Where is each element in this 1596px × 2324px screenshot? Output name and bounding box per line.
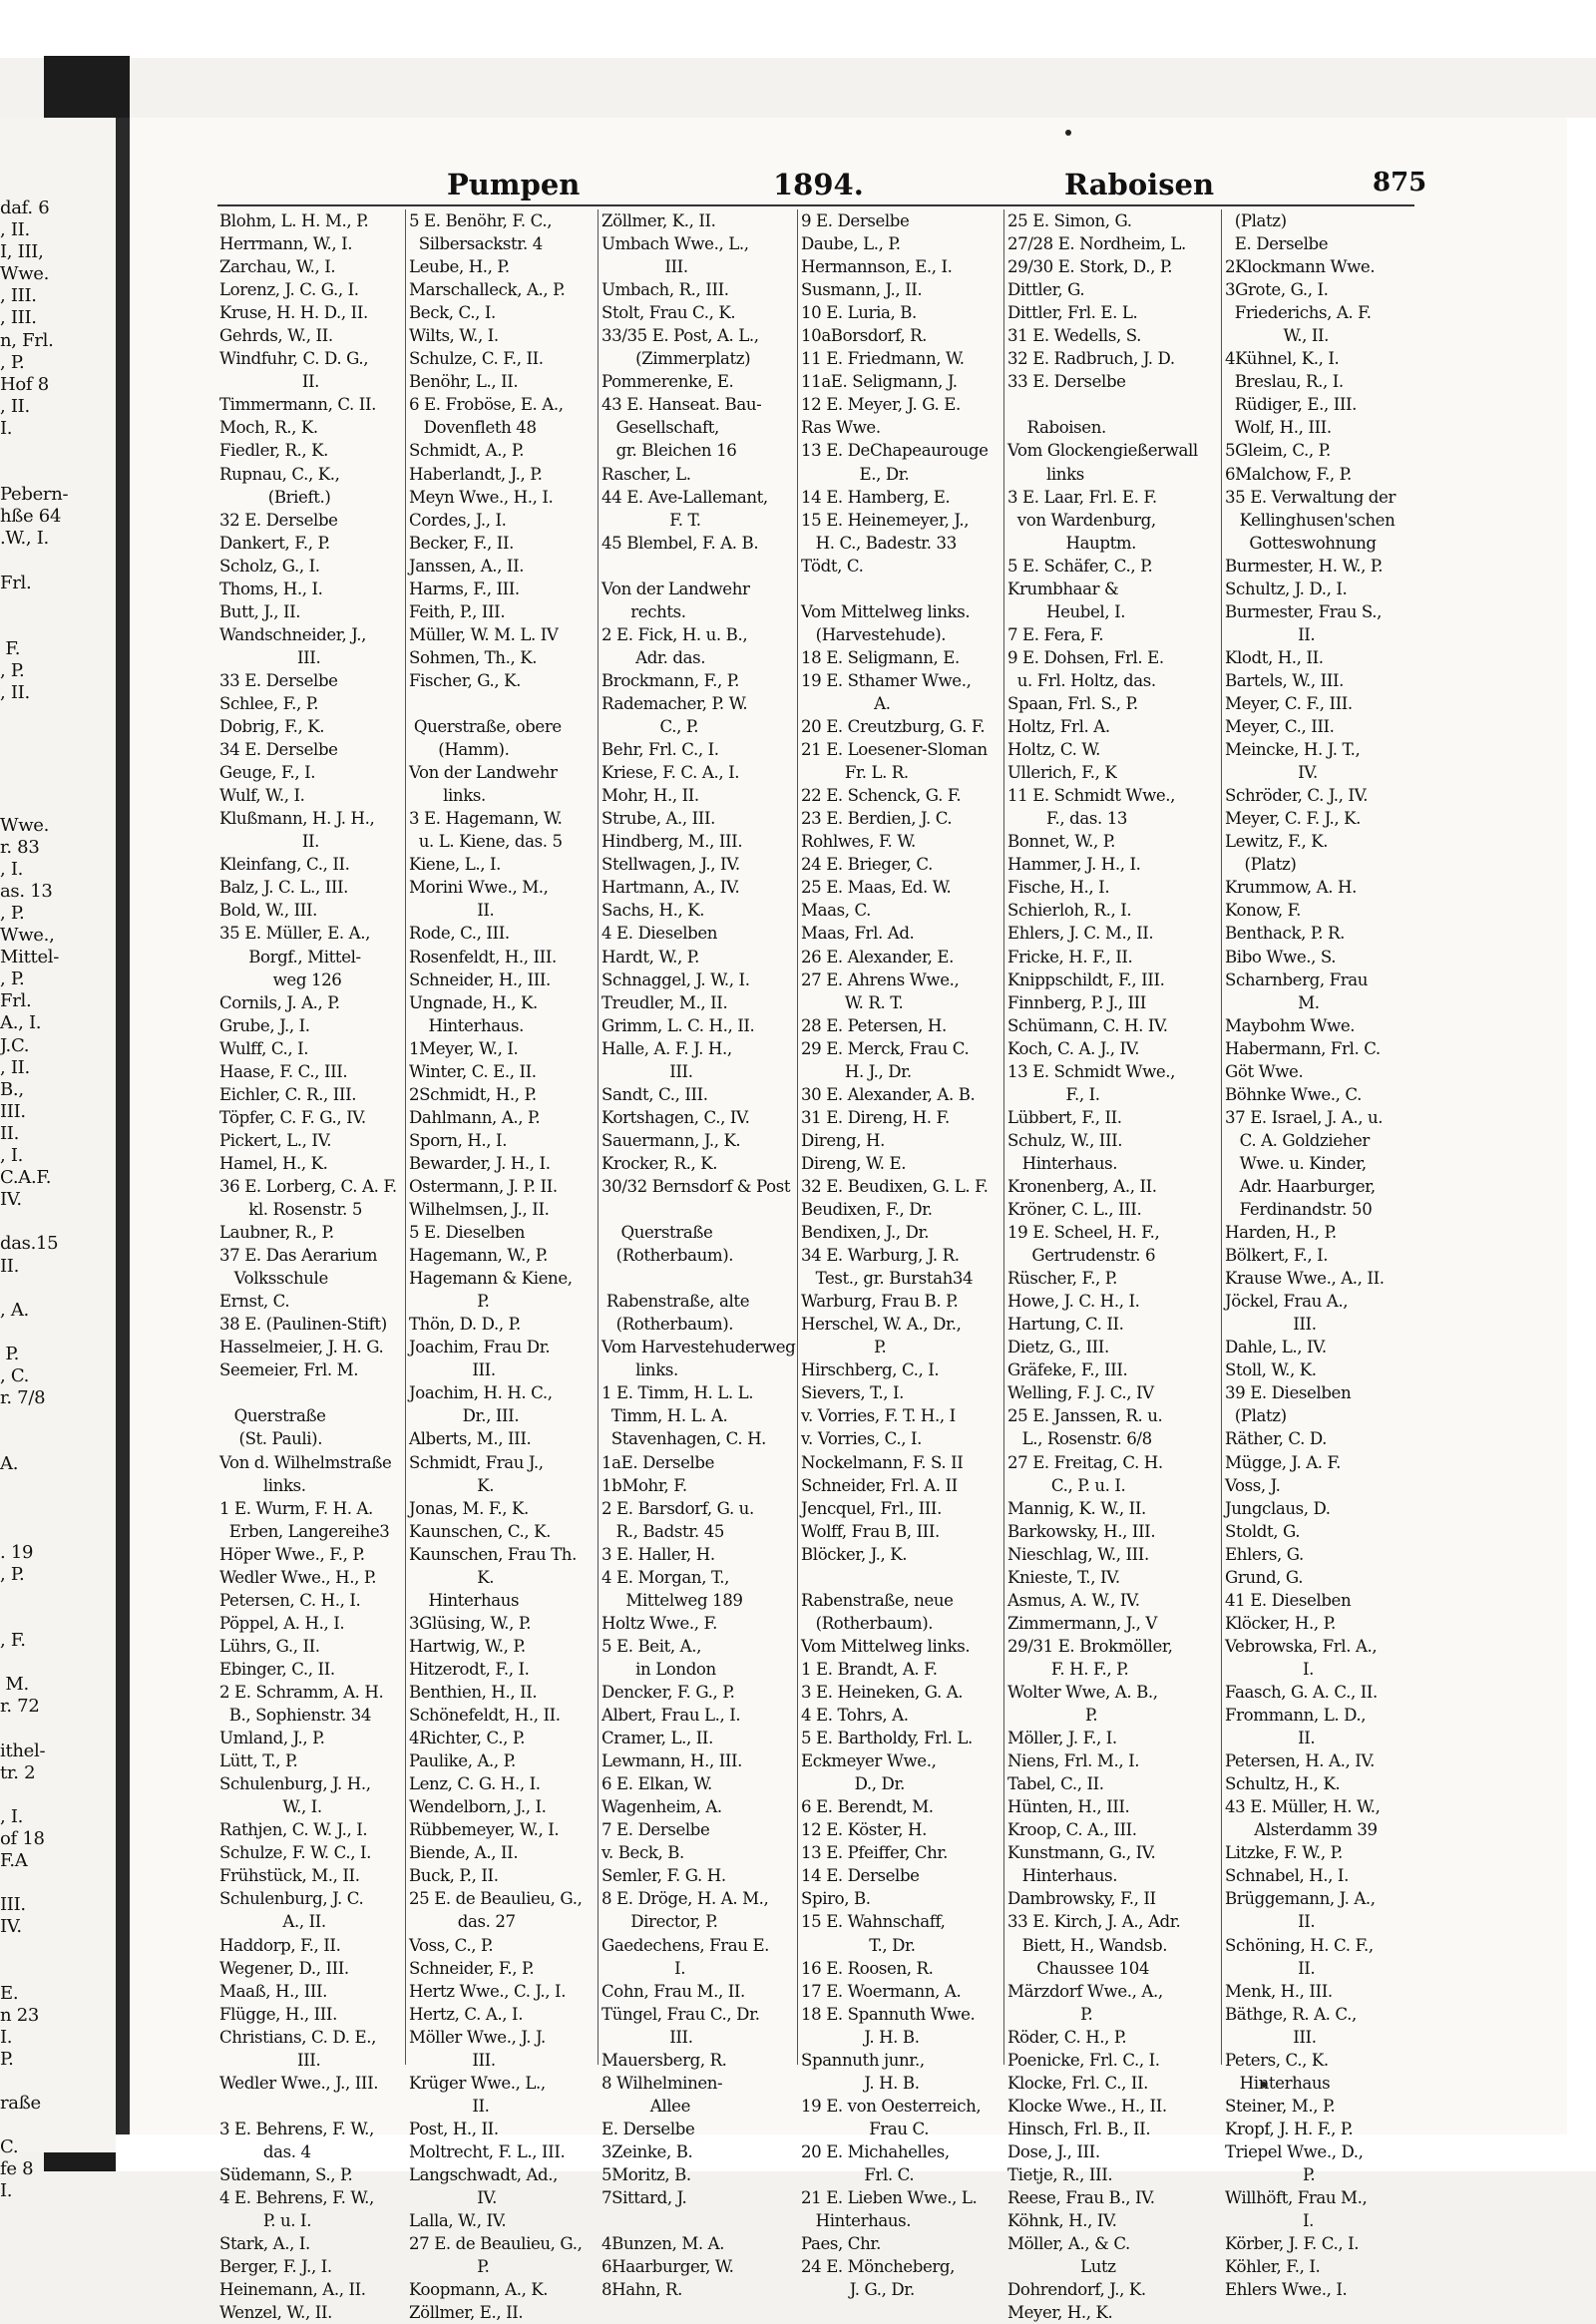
scan-top-margin xyxy=(0,0,1596,58)
page-number: 875 xyxy=(1373,168,1427,197)
facing-page-text: daf. 6 , II. I, III, Wwe. , III. , III. n, Frl. , P. Hof 8 , II. I. Pebern- hße 64 .W., I. Frl. F. , P. , II. Wwe. r. 83 , I. as. 13 , P. Wwe., Mittel- , P. Frl. A., I. J.C. , II. B., III. II. , I. C.A.F. IV. das.15 II. , A. P. , C. r. 7/8 A. . 19 , P. , F. M. r. 72 ithel- tr. 2 , I. of 18 F.A III. IV. E. n 23 I. P. raße C. fe 8 I. xyxy=(0,197,69,2202)
directory-column-1: Blohm, L. H. M., P. Herrmann, W., I. Zarchau, W., I. Lorenz, J. C. G., I. Kruse, H. H. D., II. Gehrds, W., II. Windfuhr, C. D. G., II. Timmermann, C. II. Moch, R., K. Fiedler, R., K. Rupnau, C., K., (Brieft.) 32 E. Derselbe Dankert, F., P. Scholz, G., I. Thoms, H., I. Butt, J., II. Wandschneider, J., III. 33 E. Derselbe Schlee, F., P. Dobrig, F., K. 34 E. Derselbe Geuge, F., I. Wulf, W., I. Klußmann, H. J. H., II. Kleinfang, C., II. Balz, J. C. L., III. Bold, W., III. 35 E. Müller, E. A., Borgf., Mittel- weg 126 Cornils, J. A., P. Grube, J., I. Wulff, C., I. Haase, F. C., III. Eichler, C. R., III. Töpfer, C. F. G., IV. Pickert, L., IV. Hamel, H., K. 36 E. Lorberg, C. A. F. kl. Rosenstr. 5 Laubner, R., P. 37 E. Das Aerarium Volksschule Ernst, C. 38 E. (Paulinen-Stift) Hasselmeier, J. H. G. Seemeier, Frl. M. Querstraße (St. Pauli). Von d. Wilhelmstraße links. 1 E. Wurm, F. H. A. Erben, Langereihe3 Höper Wwe., F., P. Wedler Wwe., H., P. Petersen, C. H., I. Pöppel, A. H., I. Lührs, G., II. Ebinger, C., II. 2 E. Schramm, A. H. B., Sophienstr. 34 Umland, J., P. Lütt, T., P. Schulenburg, J. H., W., I. Rathjen, C. W. J., I. Schulze, F. W. C., I. Frühstück, M., II. Schulenburg, J. C. A., II. Haddorp, F., II. Wegener, D., III. Maaß, H., III. Flügge, H., III. Christians, C. D. E., III. Wedler Wwe., J., III. 3 E. Behrens, F. W., das. 4 Südemann, S., P. 4 E. Behrens, F. W., P. u. I. Stark, A., I. Berger, F. J., I. Heinemann, A., II. Wenzel, W., II. xyxy=(219,211,397,2323)
directory-column-2: 5 E. Benöhr, F. C., Silbersackstr. 4 Leube, H., P. Marschalleck, A., P. Beck, C., I. Wilts, W., I. Schulze, C. F., II. Benöhr, L., II. 6 E. Froböse, E. A., Dovenfleth 48 Schmidt, A., P. Haberlandt, J., P. Meyn Wwe., H., I. Cordes, J., I. Becker, F., II. Janssen, A., II. Harms, F., III. Feith, P., III. Müller, W. M. L. IV Sohmen, Th., K. Fischer, G., K. Querstraße, obere (Hamm). Von der Landwehr links. 3 E. Hagemann, W. u. L. Kiene, das. 5 Kiene, L., I. Morini Wwe., M., II. Rode, C., III. Rosenfeldt, H., III. Schneider, H., III. Ungnade, H., K. Hinterhaus. 1Meyer, W., I. Winter, C. E., II. 2Schmidt, H., P. Dahlmann, A., P. Sporn, H., I. Bewarder, J. H., I. Ostermann, J. P. II. Wilhelmsen, J., II. 5 E. Dieselben Hagemann, W., P. Hagemann & Kiene, P. Thön, D. D., P. Joachim, Frau Dr. III. Joachim, H. H. C., Dr., III. Alberts, M., III. Schmidt, Frau J., K. Jonas, M. F., K. Kaunschen, C., K. Kaunschen, Frau Th. K. Hinterhaus 3Glüsing, W., P. Hartwig, W., P. Hitzerodt, F., I. Benthien, H., II. Schönefeldt, H., II. 4Richter, C., P. Paulike, A., P. Lenz, C. G. H., I. Wendelborn, J., I. Rübbemeyer, W., I. Biende, A., II. Buck, P., II. 25 E. de Beaulieu, G., das. 27 Voss, C., P. Schneider, F., P. Hertz Wwe., C. J., I. Hertz, C. A., I. Möller Wwe., J. J. III. Krüger Wwe., L., II. Post, H., II. Moltrecht, F. L., III. Langschwadt, Ad., IV. Lalla, W., IV. 27 E. de Beaulieu, G., P. Koopmann, A., K. Zöllmer, E., II. xyxy=(409,211,583,2323)
header-street-left: Pumpen xyxy=(447,168,581,201)
column-divider xyxy=(797,209,798,2065)
header-rule xyxy=(217,204,1414,206)
scan-right-margin xyxy=(1567,118,1596,2171)
header-street-right: Raboisen xyxy=(1064,168,1215,201)
page-gutter xyxy=(116,118,130,2152)
facing-page-fragment xyxy=(0,118,116,2202)
column-divider xyxy=(1003,209,1004,2065)
directory-column-6: (Platz) E. Derselbe 2Klockmann Wwe. 3Grote, G., I. Friederichs, A. F. W., II. 4Kühnel, K., I. Breslau, R., I. Rüdiger, E., III. Wolf, H., III. 5Gleim, C., P. 6Malchow, F., P. 35 E. Verwaltung der Kellinghusen'schen Gotteswohnung Burmester, H. W., P. Schultz, J. D., I. Burmester, Frau S., II. Klodt, H., II. Bartels, W., III. Meyer, C. F., III. Meyer, C., III. Meincke, H. J. T., IV. Schröder, C. J., IV. Meyer, C. F. J., K. Lewitz, F., K. (Platz) Krummow, A. H. Konow, F. Benthack, P. R. Bibo Wwe., S. Scharnberg, Frau M. Maybohm Wwe. Habermann, Frl. C. Göt Wwe. Böhnke Wwe., C. 37 E. Israel, J. A., u. C. A. Goldzieher Wwe. u. Kinder, Adr. Haarburger, Ferdinandstr. 50 Harden, H., P. Bölkert, F., I. Krause Wwe., A., II. Jöckel, Frau A., III. Dahle, L., IV. Stoll, W., K. 39 E. Dieselben (Platz) Räther, C. D. Mügge, J. A. F. Voss, J. Jungclaus, D. Stoldt, G. Ehlers, G. Grund, G. 41 E. Dieselben Klöcker, H., P. Vebrowska, Frl. A., I. Faasch, G. A. C., II. Frommann, L. D., II. Petersen, H. A., IV. Schultz, H., K. 43 E. Müller, H. W., Alsterdamm 39 Litzke, F. W., P. Schnabel, H., I. Brüggemann, J. A., II. Schöning, H. C. F., II. Menk, H., III. Bäthge, R. A. C., III. Peters, C., K. Hinterhaus Steiner, M., P. Kropf, J. H. F., P. Triepel Wwe., D., P. Willhöft, Frau M., I. Körber, J. F. C., I. Köhler, F., I. Ehlers Wwe., I. xyxy=(1225,211,1396,2300)
column-divider xyxy=(1221,209,1222,2065)
directory-column-4: 9 E. Derselbe Daube, L., P. Hermannson, E., I. Susmann, J., II. 10 E. Luria, B. 10aBorsdorf, R. 11 E. Friedmann, W. 11aE. Seligmann, J. 12 E. Meyer, J. G. E. Ras Wwe. 13 E. DeChapeaurouge E., Dr. 14 E. Hamberg, E. 15 E. Heinemeyer, J., H. C., Badestr. 33 Tödt, C. Vom Mittelweg links. (Harvestehude). 18 E. Seligmann, E. 19 E. Sthamer Wwe., A. 20 E. Creutzburg, G. F. 21 E. Loesener-Sloman Fr. L. R. 22 E. Schenck, G. F. 23 E. Berdien, J. C. Rohlwes, F. W. 24 E. Brieger, C. 25 E. Maas, Ed. W. Maas, C. Maas, Frl. Ad. 26 E. Alexander, E. 27 E. Ahrens Wwe., W. R. T. 28 E. Petersen, H. 29 E. Merck, Frau C. H. J., Dr. 30 E. Alexander, A. B. 31 E. Direng, H. F. Direng, H. Direng, W. E. 32 E. Beudixen, G. L. F. Beudixen, F., Dr. Bendixen, J., Dr. 34 E. Warburg, J. R. Test., gr. Burstah34 Warburg, Frau B. P. Herschel, W. A., Dr., P. Hirschberg, C., I. Sievers, T., I. v. Vorries, F. T. H., I v. Vorries, C., I. Nockelmann, F. S. II Schneider, Frl. A. II Jencquel, Frl., III. Wolff, Frau B, III. Blöcker, J., K. Rabenstraße, neue (Rotherbaum). Vom Mittelweg links. 1 E. Brandt, A. F. 3 E. Heineken, G. A. 4 E. Tohrs, A. 5 E. Bartholdy, Frl. L. Eckmeyer Wwe., D., Dr. 6 E. Berendt, M. 12 E. Köster, H. 13 E. Pfeiffer, Chr. 14 E. Derselbe Spiro, B. 15 E. Wahnschaff, T., Dr. 16 E. Roosen, R. 17 E. Woermann, A. 18 E. Spannuth Wwe. J. H. B. Spannuth junr., J. H. B. 19 E. von Oesterreich, Frau C. 20 E. Michahelles, Frl. C. 21 E. Lieben Wwe., L. Hinterhaus. Paes, Chr. 24 E. Möncheberg, J. G., Dr. xyxy=(801,211,989,2300)
header-year: 1894. xyxy=(773,168,864,201)
ink-speck xyxy=(1065,130,1071,136)
directory-column-5: 25 E. Simon, G. 27/28 E. Nordheim, L. 29/30 E. Stork, D., P. Dittler, G. Dittler, Frl. E. L. 31 E. Wedells, S. 32 E. Radbruch, J. D. 33 E. Derselbe Raboisen. Vom Glockengießerwall links 3 E. Laar, Frl. E. F. von Wardenburg, Hauptm. 5 E. Schäfer, C., P. Krumbhaar & Heubel, I. 7 E. Fera, F. 9 E. Dohsen, Frl. E. u. Frl. Holtz, das. Spaan, Frl. S., P. Holtz, Frl. A. Holtz, C. W. Ullerich, F., K 11 E. Schmidt Wwe., F., das. 13 Bonnet, W., P. Hammer, J. H., I. Fische, H., I. Schierloh, R., I. Ehlers, J. C. M., II. Fricke, H. F., II. Knippschildt, F., III. Finnberg, P. J., III Schümann, C. H. IV. Koch, C. A. J., IV. 13 E. Schmidt Wwe., F., I. Lübbert, F., II. Schulz, W., III. Hinterhaus. Kronenberg, A., II. Kröner, C. L., III. 19 E. Scheel, H. F., Gertrudenstr. 6 Rüscher, F., P. Howe, J. C. H., I. Hartung, C. II. Dietz, G., III. Gräfeke, F., III. Welling, F. J. C., IV 25 E. Janssen, R. u. L., Rosenstr. 6/8 27 E. Freitag, C. H. C., P. u. I. Mannig, K. W., II. Barkowsky, H., III. Nieschlag, W., III. Knieste, T., IV. Asmus, A. W., IV. Zimmermann, J., V 29/31 E. Brokmöller, F. H. F., P. Wolter Wwe, A. B., P. Möller, J. F., I. Niens, Frl. M., I. Tabel, C., II. Hünten, H., III. Kroop, C. A., III. Kunstmann, G., IV. Hinterhaus. Dambrowsky, F., II 33 E. Kirch, J. A., Adr. Biett, H., Wandsb. Chaussee 104 Märzdorf Wwe., A., P. Röder, C. H., P. Poenicke, Frl. C., I. Klocke, Frl. C., II. Klocke Wwe., H., II. Hinsch, Frl. B., II. Dose, J., III. Tietje, R., III. Reese, Frau B., IV. Köhnk, H., IV. Möller, A., & C. Lutz Dohrendorf, J., K. Meyer, H., K. xyxy=(1007,211,1198,2323)
running-header xyxy=(130,168,1426,213)
directory-column-3: Zöllmer, K., II. Umbach Wwe., L., III. Umbach, R., III. Stolt, Frau C., K. 33/35 E. Post, A. L., (Zimmerplatz) Pommerenke, E. 43 E. Hanseat. Bau- Gesellschaft, gr. Bleichen 16 Rascher, L. 44 E. Ave-Lallemant, F. T. 45 Blembel, F. A. B. Von der Landwehr rechts. 2 E. Fick, H. u. B., Adr. das. Brockmann, F., P. Rademacher, P. W. C., P. Behr, Frl. C., I. Kriese, F. C. A., I. Mohr, H., II. Strube, A., III. Hindberg, M., III. Stellwagen, J., IV. Hartmann, A., IV. Sachs, H., K. 4 E. Dieselben Hardt, W., P. Schnaggel, J. W., I. Treudler, M., II. Grimm, L. C. H., II. Halle, A. F. J. H., III. Sandt, C., III. Kortshagen, C., IV. Sauermann, J., K. Krocker, R., K. 30/32 Bernsdorf & Post Querstraße (Rotherbaum). Rabenstraße, alte (Rotherbaum). Vom Harvestehuderweg links. 1 E. Timm, H. L. L. Timm, H. L. A. Stavenhagen, C. H. 1aE. Derselbe 1bMohr, F. 2 E. Barsdorf, G. u. R., Badstr. 45 3 E. Haller, H. 4 E. Morgan, T., Mittelweg 189 Holtz Wwe., F. 5 E. Beit, A., in London Dencker, F. G., P. Albert, Frau L., I. Cramer, L., II. Lewmann, H., III. 6 E. Elkan, W. Wagenheim, A. 7 E. Derselbe v. Beck, B. Semler, F. G. H. 8 E. Dröge, H. A. M., Director, P. Gaedechens, Frau E. I. Cohn, Frau M., II. Tüngel, Frau C., Dr. III. Mauersberg, R. 8 Wilhelminen- Allee E. Derselbe 3Zeinke, B. 5Moritz, B. 7Sittard, J. 4Bunzen, M. A. 6Haarburger, W. 8Hahn, R. xyxy=(601,211,796,2300)
